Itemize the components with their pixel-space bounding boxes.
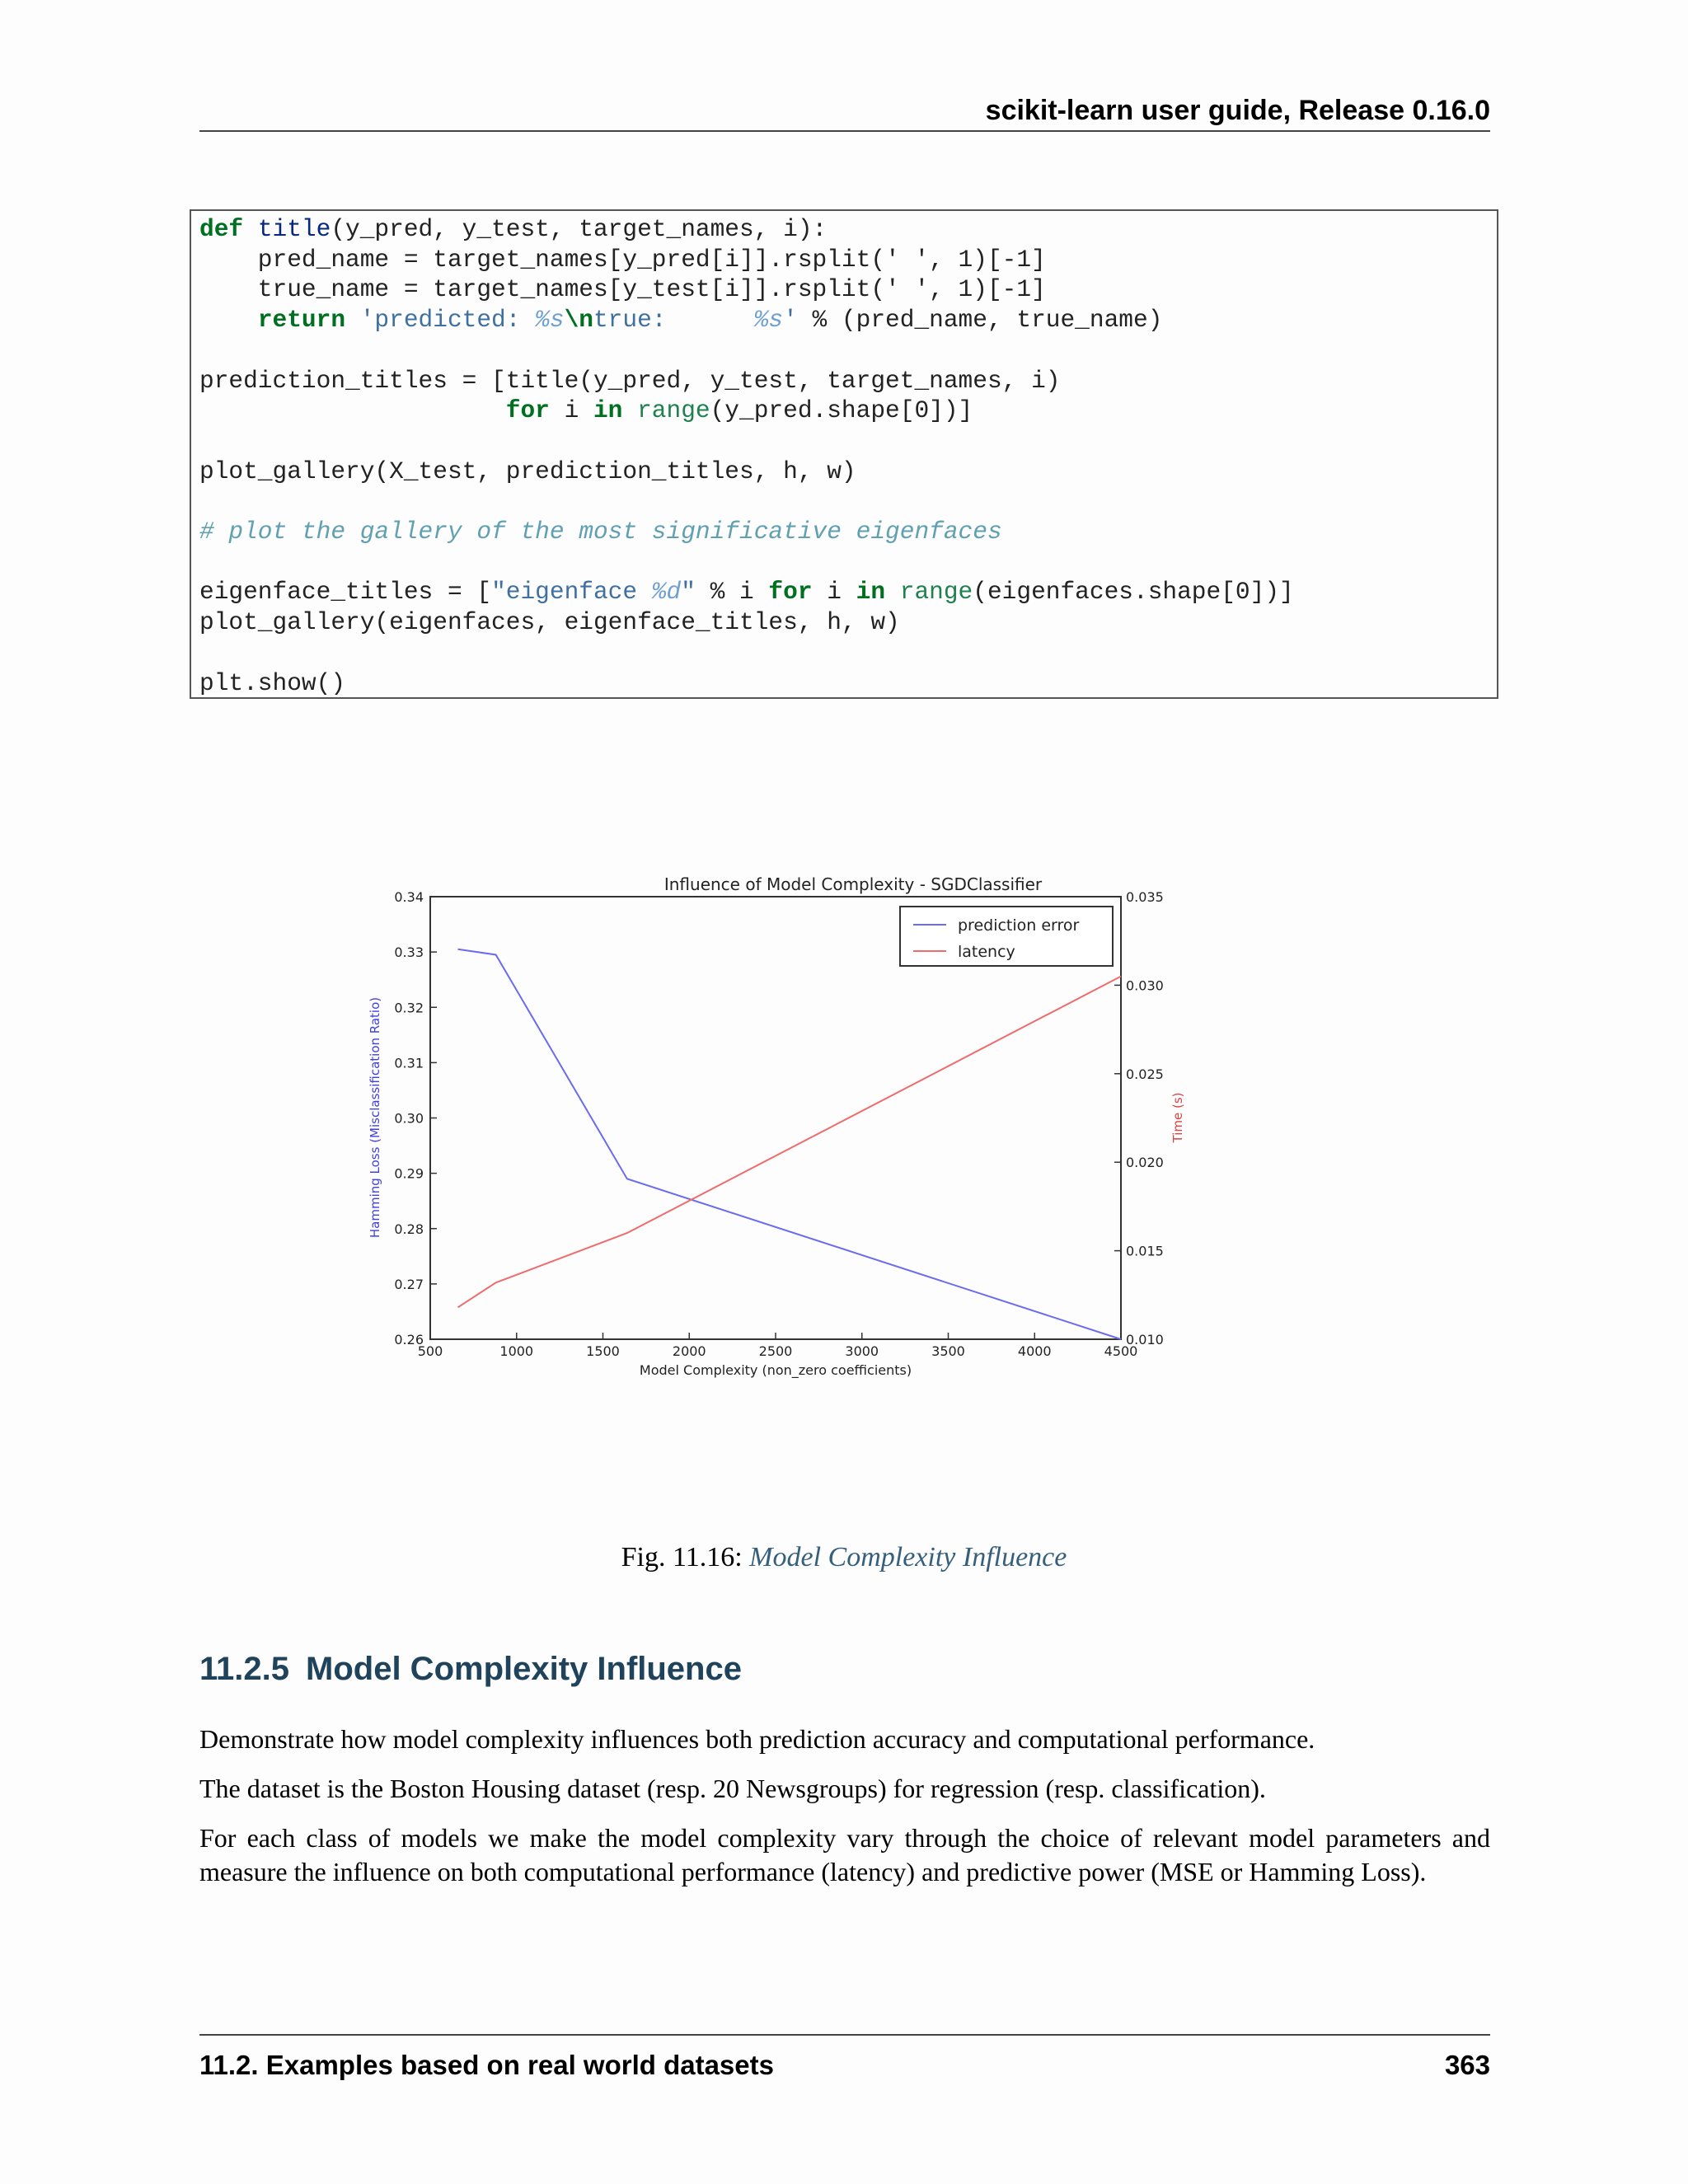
y-tick-label-left: 0.30 bbox=[394, 1110, 424, 1127]
x-tick-label: 1000 bbox=[499, 1343, 534, 1359]
x-tick-label: 3000 bbox=[845, 1343, 879, 1359]
code-line: plot_gallery(X_test, prediction_titles, h, w) bbox=[199, 457, 856, 485]
y-tick-label-left: 0.26 bbox=[394, 1332, 424, 1347]
x-axis-label: Model Complexity (non_zero coefficients) bbox=[639, 1362, 912, 1378]
y-axis-label-right: Time (s) bbox=[1170, 1092, 1185, 1143]
series-line-latency bbox=[458, 977, 1121, 1308]
y-axis-label-left: Hamming Loss (Misclassification Ratio) bbox=[368, 996, 382, 1239]
legend-label-prediction-error: prediction error bbox=[958, 916, 1080, 935]
x-tick-label: 4000 bbox=[1017, 1343, 1052, 1359]
x-tick-label: 1500 bbox=[586, 1343, 620, 1359]
y-tick-label-left: 0.27 bbox=[394, 1276, 424, 1292]
y-tick-label-left: 0.34 bbox=[394, 889, 424, 905]
series-line-prediction-error bbox=[458, 949, 1121, 1339]
x-tick-label: 500 bbox=[417, 1343, 443, 1359]
code-line: pred_name = target_names[y_pred[i]].rsplit(' ', 1)[-1] bbox=[199, 245, 1046, 274]
x-tick-label: 2000 bbox=[672, 1343, 706, 1359]
code-line: true_name = target_names[y_test[i]].rsplit(' ', 1)[-1] bbox=[199, 275, 1046, 304]
y-tick-label-right: 0.015 bbox=[1126, 1243, 1164, 1259]
figure-chart bbox=[346, 865, 1185, 1393]
chart-legend bbox=[900, 907, 1113, 966]
code-line: for i in range(y_pred.shape[0])] bbox=[505, 396, 973, 425]
y-tick-label-left: 0.31 bbox=[394, 1055, 424, 1071]
caption-link[interactable]: Model Complexity Influence bbox=[749, 1542, 1067, 1572]
code-line: eigenface_titles = ["eigenface %d" % i for i in range(eigenfaces.shape[0])] bbox=[199, 578, 1294, 607]
code-block bbox=[190, 209, 1498, 699]
section-number: 11.2.5 bbox=[199, 1651, 290, 1687]
series-lines bbox=[458, 949, 1121, 1339]
y-tick-label-right: 0.025 bbox=[1126, 1066, 1164, 1082]
section-title: Model Complexity Influence bbox=[306, 1651, 742, 1687]
x-tick-label: 2500 bbox=[758, 1343, 793, 1359]
footer-page-number: 363 bbox=[1444, 2050, 1490, 2080]
x-tick-label: 3500 bbox=[931, 1343, 965, 1359]
caption-prefix: Fig. 11.16: bbox=[621, 1542, 743, 1572]
paragraph-intro: Demonstrate how model complexity influences both prediction accuracy and computational performance. bbox=[199, 1724, 1315, 1754]
legend-label-latency: latency bbox=[958, 943, 1015, 961]
y-tick-label-right: 0.020 bbox=[1126, 1155, 1164, 1171]
section-heading bbox=[199, 1647, 742, 1691]
code-line: plt.show() bbox=[199, 668, 346, 697]
y-tick-label-right: 0.010 bbox=[1126, 1332, 1164, 1347]
footer-chapter: 11.2. Examples based on real world datasets bbox=[199, 2050, 774, 2080]
chart-svg bbox=[346, 865, 1185, 1393]
code-line: plot_gallery(eigenfaces, eigenface_titles, h, w) bbox=[199, 608, 900, 637]
paragraph-method: For each class of models we make the model complexity vary through the choice of relevant model parameters and measure the influence on both computational performance (latency) and predictive power (MSE or Hamming Loss). bbox=[199, 1823, 1490, 1886]
y-tick-label-left: 0.28 bbox=[394, 1221, 424, 1237]
x-tick-label: 4500 bbox=[1104, 1343, 1138, 1359]
code-line: prediction_titles = [title(y_pred, y_test, target_names, i) bbox=[199, 366, 1061, 395]
paragraph-dataset: The dataset is the Boston Housing dataset (resp. 20 Newsgroups) for regression (resp. classification). bbox=[199, 1774, 1266, 1803]
running-header: scikit-learn user guide, Release 0.16.0 bbox=[199, 91, 1490, 132]
y-tick-label-right: 0.035 bbox=[1126, 889, 1164, 905]
code-line: return 'predicted: %s\ntrue: %s' % (pred_name, true_name) bbox=[257, 306, 1163, 335]
figure-caption bbox=[0, 1538, 1688, 1577]
y-tick-label-left: 0.33 bbox=[394, 944, 424, 961]
y-tick-label-left: 0.29 bbox=[394, 1165, 424, 1182]
code-line: def title(y_pred, y_test, target_names, i): bbox=[199, 215, 828, 243]
chart-title: Influence of Model Complexity - SGDClassifier bbox=[663, 874, 1043, 894]
code-comment: # plot the gallery of the most significative eigenfaces bbox=[199, 518, 1002, 546]
y-tick-label-left: 0.32 bbox=[394, 1000, 424, 1016]
y-tick-label-right: 0.030 bbox=[1126, 977, 1164, 994]
x-axis bbox=[418, 1333, 1138, 1359]
page-footer bbox=[199, 2034, 1490, 2082]
